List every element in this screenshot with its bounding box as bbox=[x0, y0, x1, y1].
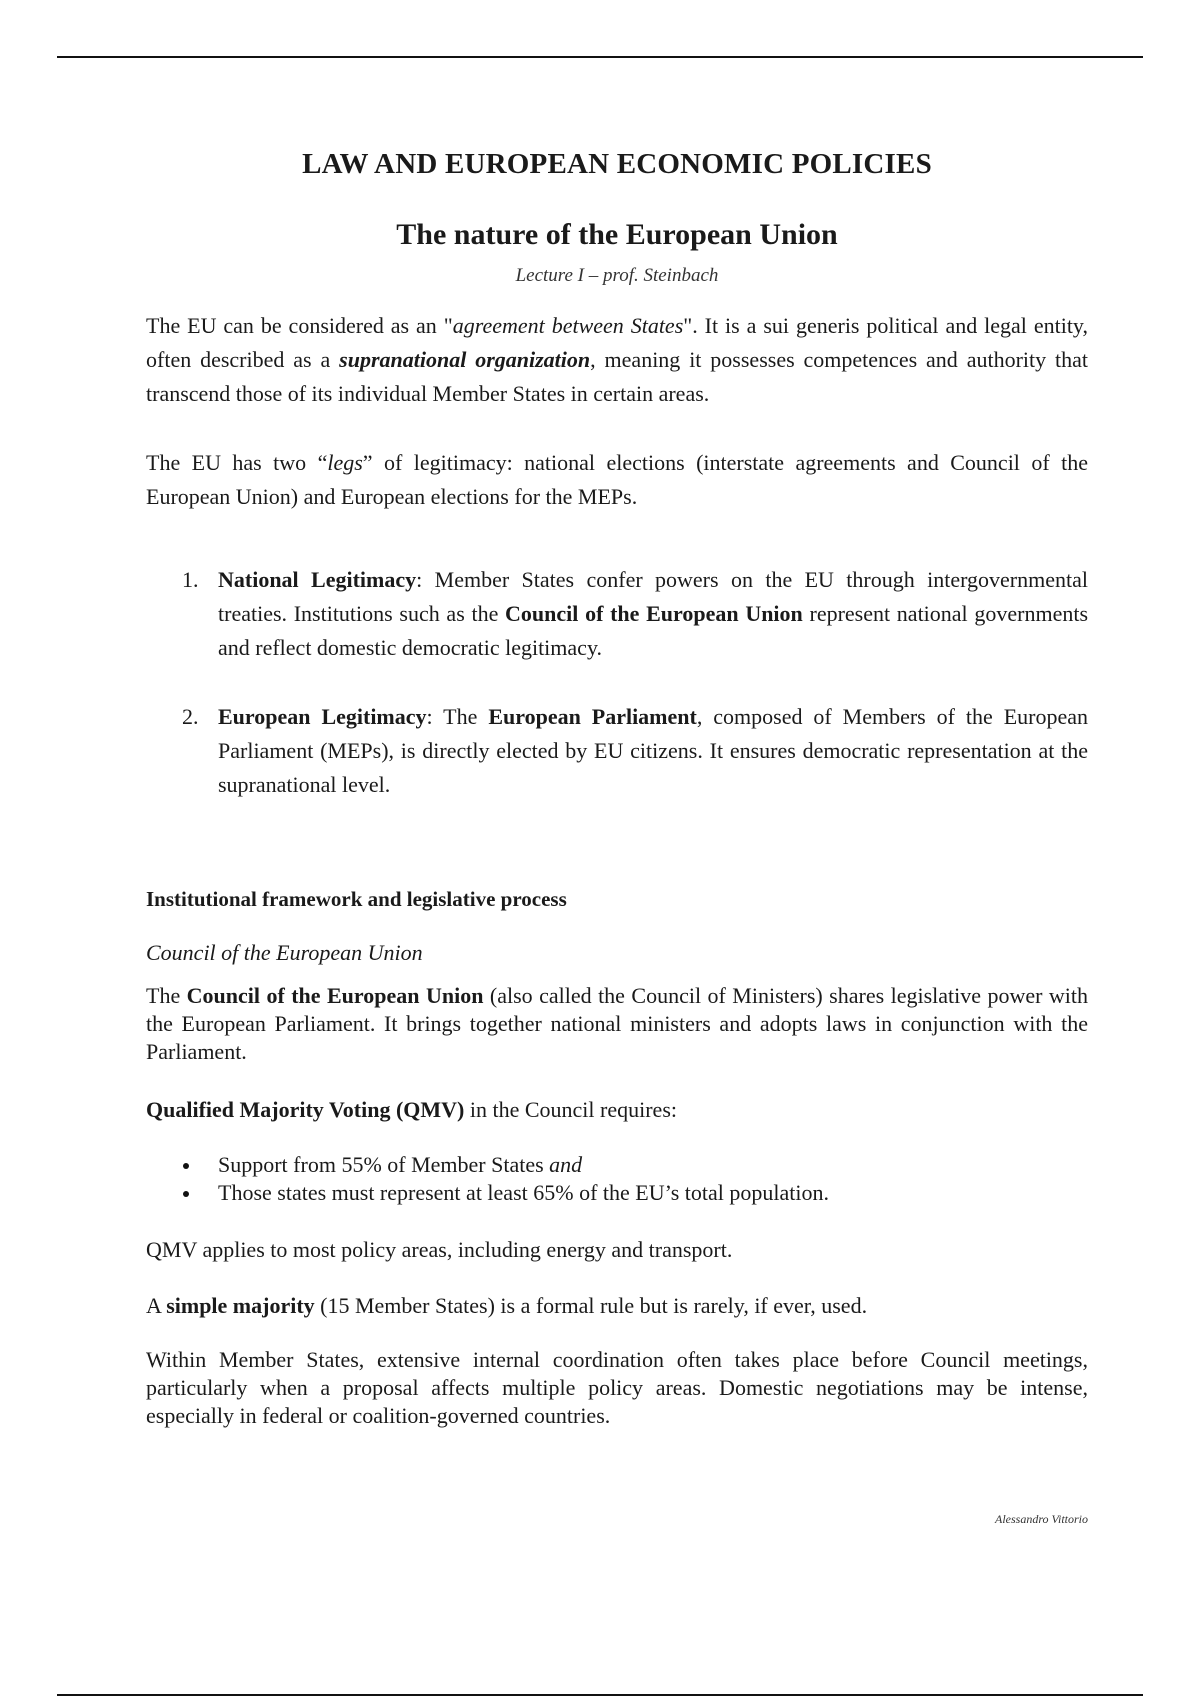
bottom-rule bbox=[57, 1694, 1143, 1696]
intro-paragraph-1: The EU can be considered as an "agreement between States". It is a sui generis political and legal entity, often described as a supranational organization, meaning it possesses competences and authority that transcend those of its individual Member States in certain areas. bbox=[146, 313, 1088, 406]
qmv-applies-paragraph: QMV applies to most policy areas, including energy and transport. bbox=[146, 1237, 733, 1262]
qmv-paragraph: Qualified Majority Voting (QMV) in the Council requires: bbox=[146, 1097, 677, 1122]
top-rule bbox=[57, 56, 1143, 58]
lecture-label: Lecture I – prof. Steinbach bbox=[515, 265, 719, 286]
list-item: Support from 55% of Member States and bbox=[146, 1151, 1088, 1179]
bullet-icon bbox=[183, 1163, 189, 1169]
council-paragraph: The Council of the European Union (also called the Council of Ministers) shares legislative power with the European Parliament. It brings together national ministers and adopts laws in conjunction with the Parliament. bbox=[146, 983, 1089, 1064]
list-item: 2. European Legitimacy: The European Parliament, composed of Members of the European Parliament (MEPs), is directly elected by EU citizens. It ensures democratic representation at the supranational level. bbox=[182, 704, 1089, 797]
list-item: Those states must represent at least 65% of the EU’s total population. bbox=[146, 1179, 1088, 1207]
lesson-title: The nature of the European Union bbox=[396, 218, 838, 251]
qmv-bullets bbox=[146, 1151, 1088, 1207]
course-title: LAW AND EUROPEAN ECONOMIC POLICIES bbox=[302, 148, 932, 180]
intro-paragraph-2: The EU has two “legs” of legitimacy: national elections (interstate agreements and Council of the European Union) and European elections for the MEPs. bbox=[146, 450, 1088, 509]
legitimacy-list-2 bbox=[146, 700, 1088, 802]
simple-majority-paragraph: A simple majority (15 Member States) is a formal rule but is rarely, if ever, used. bbox=[146, 1293, 868, 1318]
section-subheading: Council of the European Union bbox=[146, 940, 423, 965]
bullet-icon bbox=[183, 1191, 189, 1197]
author-signature: Alessandro Vittorio bbox=[995, 1512, 1088, 1526]
list-item: 1. National Legitimacy: Member States confer powers on the EU through intergovernmental treaties. Institutions such as the Council of the European Union represent national governments and reflect domestic democratic legitimacy. bbox=[182, 567, 1089, 660]
coordination-paragraph: Within Member States, extensive internal coordination often takes place before Council meetings, particularly when a proposal affects multiple policy areas. Domestic negotiations may be intense, especially in federal or coalition-governed countries. bbox=[146, 1347, 1088, 1428]
legitimacy-list bbox=[146, 563, 1088, 665]
section-heading: Institutional framework and legislative process bbox=[146, 887, 567, 911]
